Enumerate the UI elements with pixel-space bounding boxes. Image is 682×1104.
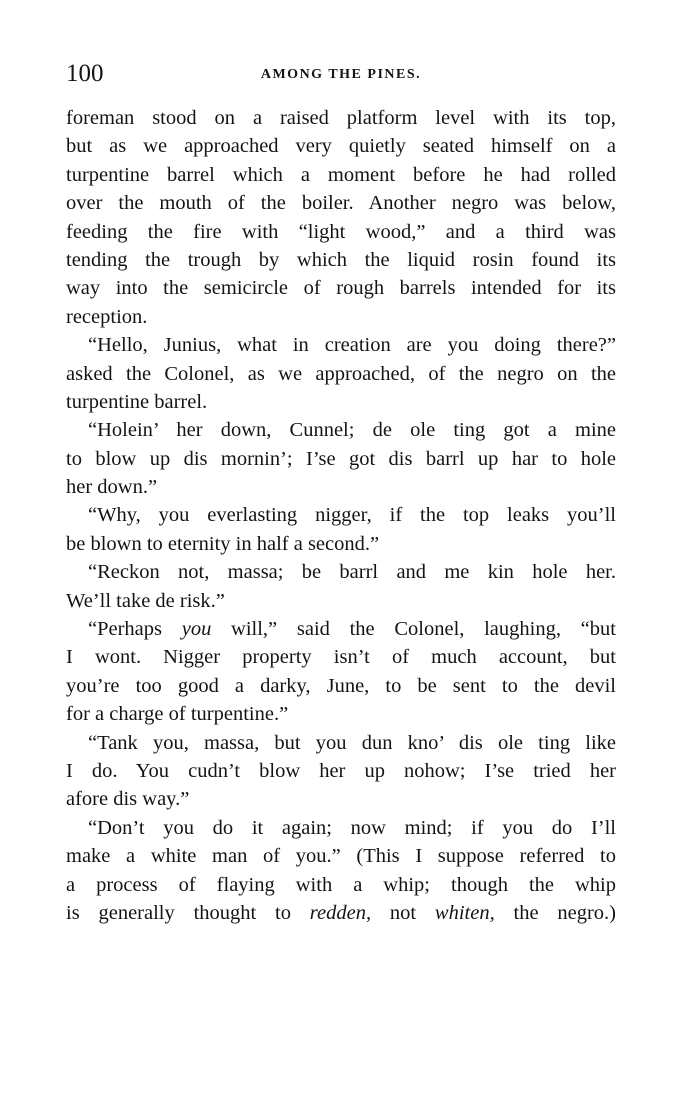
text-segment: make a white man of you.” (This I suppose referred to: [66, 845, 616, 868]
text-segment: “Perhaps: [88, 618, 182, 641]
text-segment: turpentine barrel.: [66, 390, 208, 413]
text-segment: “Don’t you do it again; now mind; if you do I’ll: [88, 816, 616, 839]
text-segment: “Reckon not, massa; be barrl and me kin hole her.: [88, 561, 616, 584]
text-line: [66, 218, 616, 246]
text-segment: “Why, you everlasting nigger, if the top leaks you’ll: [88, 504, 616, 527]
text-segment: not: [371, 901, 435, 924]
text-segment: afore dis way.”: [66, 788, 190, 811]
text-line: [66, 643, 616, 671]
text-segment: to blow up dis mornin’; I’se got dis barrl up har to hole: [66, 447, 616, 470]
text-segment: way into the semicircle of rough barrels intended for its: [66, 277, 616, 300]
text-line: [66, 161, 616, 189]
text-line: [66, 274, 616, 302]
text-line: [66, 785, 616, 813]
text-segment-italic: redden,: [309, 901, 372, 924]
text-segment-italic: you: [181, 618, 212, 641]
text-line: [66, 331, 616, 359]
text-segment: is generally thought to: [66, 901, 310, 924]
text-line: [66, 558, 616, 586]
text-line: [66, 814, 616, 842]
text-line: [66, 530, 616, 558]
text-segment: her down.”: [66, 476, 158, 499]
text-segment: will,” said the Colonel, laughing, “but: [211, 618, 616, 641]
page-number: 100: [66, 60, 104, 87]
running-title: AMONG THE PINES.: [260, 67, 422, 82]
text-line: [66, 303, 616, 331]
text-segment: for a charge of turpentine.”: [66, 703, 289, 726]
text-line: [66, 132, 616, 160]
text-line: [66, 246, 616, 274]
text-segment-italic: whiten,: [434, 901, 495, 924]
text-line: [66, 899, 616, 927]
text-line: [66, 842, 616, 870]
text-line: [66, 757, 616, 785]
text-segment: foreman stood on a raised platform level with its top,: [66, 107, 616, 129]
text-segment: “Holein’ her down, Cunnel; de ole ting got a mine: [88, 419, 616, 442]
page-header: [66, 58, 616, 90]
text-line: [66, 587, 616, 615]
text-line: [66, 416, 616, 444]
text-segment: We’ll take de risk.”: [66, 589, 225, 612]
text-segment: over the mouth of the boiler. Another negro was below,: [66, 192, 616, 215]
text-line: [66, 360, 616, 388]
text-segment: “Tank you, massa, but you dun kno’ dis ole ting like: [88, 731, 616, 754]
text-segment: asked the Colonel, as we approached, of the negro on the: [66, 362, 616, 385]
text-line: [66, 729, 616, 757]
text-line: [66, 189, 616, 217]
text-segment: turpentine barrel which a moment before he had rolled: [66, 163, 616, 186]
text-line: [66, 871, 616, 899]
text-segment: the negro.): [494, 901, 616, 924]
text-line: [66, 700, 616, 728]
text-segment: tending the trough by which the liquid rosin found its: [66, 248, 616, 271]
text-segment: but as we approached very quietly seated himself on a: [66, 135, 616, 158]
text-line: [66, 104, 616, 132]
text-segment: a process of flaying with a whip; though the whip: [66, 873, 616, 896]
text-segment: I wont. Nigger property isn’t of much account, but: [66, 646, 616, 669]
text-line: [66, 501, 616, 529]
text-segment: “Hello, Junius, what in creation are you doing there?”: [88, 334, 616, 357]
text-segment: be blown to eternity in half a second.”: [66, 532, 380, 555]
text-segment: reception.: [66, 305, 148, 328]
text-line: [66, 615, 616, 643]
text-line: [66, 672, 616, 700]
body-text: [66, 104, 616, 927]
text-line: [66, 445, 616, 473]
text-segment: you’re too good a darky, June, to be sent to the devil: [66, 674, 616, 697]
text-segment: I do. You cudn’t blow her up nohow; I’se tried her: [66, 759, 616, 782]
text-line: [66, 473, 616, 501]
text-segment: feeding the fire with “light wood,” and a third was: [66, 220, 616, 243]
text-line: [66, 388, 616, 416]
